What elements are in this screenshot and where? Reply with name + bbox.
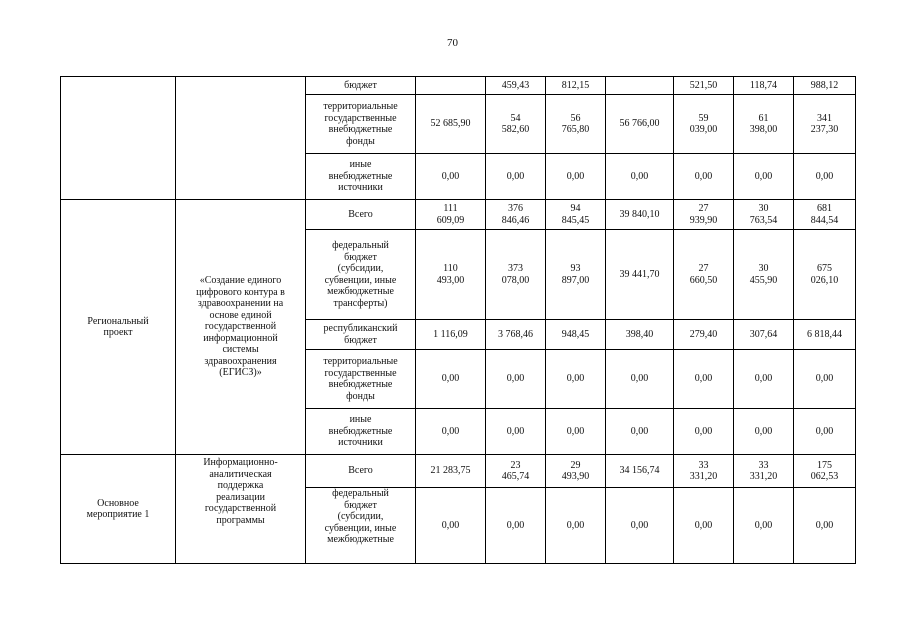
value-cell: 0,00	[674, 488, 734, 564]
funding-source-cell: федеральный бюджет (субсидии, субвенции, иные межбюджетные	[306, 488, 416, 564]
funding-source-cell: территориальные государственные внебюджетные фонды	[306, 95, 416, 154]
value-cell: 52 685,90	[416, 95, 486, 154]
value-cell: 0,00	[606, 488, 674, 564]
value-cell: 0,00	[606, 409, 674, 455]
value-cell: 21 283,75	[416, 455, 486, 488]
table-row	[61, 455, 856, 488]
value-cell: 23 465,74	[486, 455, 546, 488]
funding-source-cell: федеральный бюджет (субсидии, субвенции, иные межбюджетные трансферты)	[306, 230, 416, 320]
value-cell: 175 062,53	[794, 455, 856, 488]
budget-table	[60, 76, 856, 564]
funding-source-cell: иные внебюджетные источники	[306, 154, 416, 200]
value-cell: 1 116,09	[416, 320, 486, 350]
value-cell: 94 845,45	[546, 200, 606, 230]
page-number: 70	[447, 37, 458, 49]
value-cell: 948,45	[546, 320, 606, 350]
value-cell: 675 026,10	[794, 230, 856, 320]
value-cell: 376 846,46	[486, 200, 546, 230]
table-row	[61, 77, 856, 95]
value-cell: 0,00	[794, 350, 856, 409]
value-cell: 0,00	[674, 409, 734, 455]
value-cell: 39 840,10	[606, 200, 674, 230]
value-cell: 0,00	[486, 350, 546, 409]
value-cell: 27 939,90	[674, 200, 734, 230]
value-cell: 0,00	[416, 154, 486, 200]
program-name-cell: Информационно- аналитическая поддержка реализации государственной программы	[176, 455, 306, 564]
status-cell: Региональный проект	[61, 200, 176, 455]
program-name-cell	[176, 77, 306, 200]
value-cell: 0,00	[546, 154, 606, 200]
value-cell: 521,50	[674, 77, 734, 95]
value-cell: 341 237,30	[794, 95, 856, 154]
value-cell: 54 582,60	[486, 95, 546, 154]
value-cell: 56 765,80	[546, 95, 606, 154]
value-cell: 0,00	[606, 350, 674, 409]
value-cell: 0,00	[546, 488, 606, 564]
value-cell: 0,00	[416, 350, 486, 409]
status-cell: Основное мероприятие 1	[61, 455, 176, 564]
value-cell: 373 078,00	[486, 230, 546, 320]
value-cell: 30 455,90	[734, 230, 794, 320]
value-cell: 118,74	[734, 77, 794, 95]
value-cell: 30 763,54	[734, 200, 794, 230]
value-cell: 0,00	[674, 154, 734, 200]
value-cell: 6 818,44	[794, 320, 856, 350]
value-cell: 0,00	[546, 409, 606, 455]
value-cell: 0,00	[794, 154, 856, 200]
value-cell: 0,00	[486, 409, 546, 455]
value-cell: 3 768,46	[486, 320, 546, 350]
value-cell: 812,15	[546, 77, 606, 95]
value-cell: 29 493,90	[546, 455, 606, 488]
status-cell	[61, 77, 176, 200]
value-cell: 0,00	[794, 409, 856, 455]
value-cell	[416, 77, 486, 95]
value-cell: 110 493,00	[416, 230, 486, 320]
funding-source-cell: иные внебюджетные источники	[306, 409, 416, 455]
value-cell: 988,12	[794, 77, 856, 95]
value-cell: 59 039,00	[674, 95, 734, 154]
value-cell: 61 398,00	[734, 95, 794, 154]
value-cell: 0,00	[416, 488, 486, 564]
funding-source-cell: республиканский бюджет	[306, 320, 416, 350]
value-cell: 0,00	[606, 154, 674, 200]
value-cell: 398,40	[606, 320, 674, 350]
value-cell: 459,43	[486, 77, 546, 95]
value-cell: 0,00	[734, 409, 794, 455]
value-cell: 279,40	[674, 320, 734, 350]
value-cell: 93 897,00	[546, 230, 606, 320]
table-row	[61, 200, 856, 230]
value-cell: 0,00	[734, 154, 794, 200]
funding-source-cell: Всего	[306, 200, 416, 230]
value-cell: 681 844,54	[794, 200, 856, 230]
value-cell: 0,00	[546, 350, 606, 409]
value-cell: 34 156,74	[606, 455, 674, 488]
value-cell: 27 660,50	[674, 230, 734, 320]
value-cell: 0,00	[486, 154, 546, 200]
value-cell: 0,00	[734, 488, 794, 564]
value-cell	[606, 77, 674, 95]
value-cell: 56 766,00	[606, 95, 674, 154]
value-cell: 307,64	[734, 320, 794, 350]
value-cell: 0,00	[674, 350, 734, 409]
funding-source-cell: Всего	[306, 455, 416, 488]
value-cell: 33 331,20	[734, 455, 794, 488]
value-cell: 33 331,20	[674, 455, 734, 488]
value-cell: 0,00	[794, 488, 856, 564]
value-cell: 0,00	[416, 409, 486, 455]
value-cell: 0,00	[486, 488, 546, 564]
value-cell: 0,00	[734, 350, 794, 409]
program-name-cell: «Создание единого цифрового контура в здравоохранении на основе единой государственной информационной системы здравоохранения (ЕГИСЗ)»	[176, 200, 306, 455]
value-cell: 111 609,09	[416, 200, 486, 230]
funding-source-cell: бюджет	[306, 77, 416, 95]
value-cell: 39 441,70	[606, 230, 674, 320]
funding-source-cell: территориальные государственные внебюджетные фонды	[306, 350, 416, 409]
